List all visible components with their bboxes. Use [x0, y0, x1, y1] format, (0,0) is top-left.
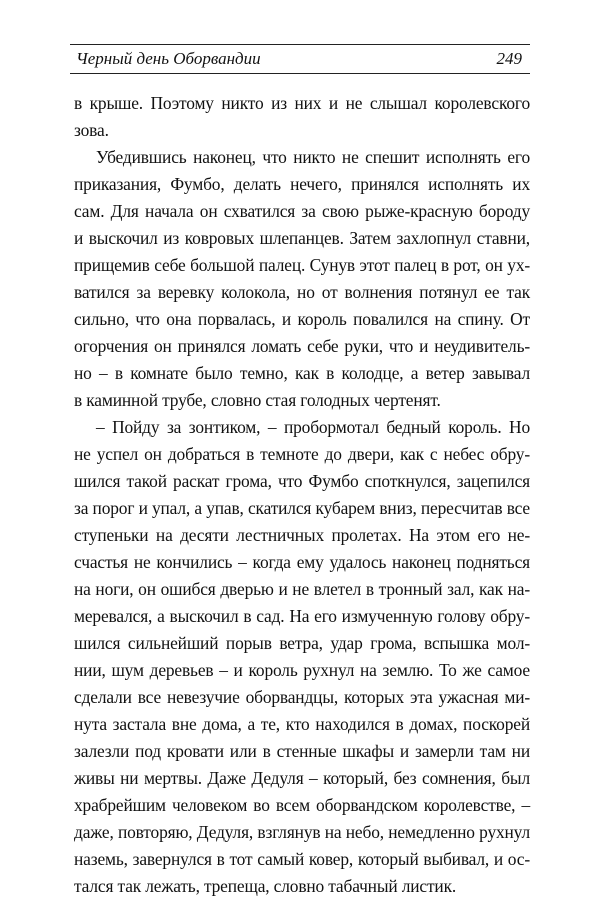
body-text	[74, 90, 530, 900]
text-line: ступеньки на десяти лестничных пролетах. На этом его не-	[74, 525, 530, 545]
text-line: в крыше. Поэтому никто из них и не слышал королевского	[74, 93, 530, 113]
text-line: сильно, что она порвалась, и король повалился на спину. От	[74, 309, 530, 329]
text-line: шился сильнейший порыв ветра, удар грома, вспышка мол-	[74, 633, 530, 653]
text-line: приказания, Фумбо, делать нечего, принялся исполнять их	[74, 174, 530, 194]
text-line: огорчения он принялся ломать себе руки, что и неудивитель-	[74, 336, 530, 356]
text-line: ватился за веревку колокола, но от волнения потянул ее так	[74, 282, 530, 302]
text-line: нута застала вне дома, а те, кто находился в домах, поскорей	[74, 714, 530, 734]
text-line: прищемив себе большой палец. Сунув этот палец в рот, он ух-	[74, 255, 530, 275]
chapter-title: Черный день Оборвандии	[76, 49, 261, 68]
text-line: шился такой раскат грома, что Фумбо споткнулся, зацепился	[74, 471, 530, 491]
text-line: но – в комнате было темно, как в колодце, а ветер завывал	[74, 363, 530, 383]
text-line: и выскочил из ковровых шлепанцев. Затем захлопнул ставни,	[74, 228, 530, 248]
text-line: за порог и упал, а упав, скатился кубарем вниз, пересчитав все	[74, 498, 530, 518]
text-line: в каминной трубе, словно стая голодных чертенят.	[74, 390, 441, 410]
text-line: тался так лежать, трепеща, словно табачный листик.	[74, 876, 457, 896]
text-line: зова.	[74, 120, 109, 140]
text-line: сам. Для начала он схватился за свою рыже-красную бороду	[74, 201, 530, 221]
text-line: наземь, завернулся в тот самый ковер, который выбивал, и ос-	[74, 849, 530, 869]
text-line: не успел он добраться в темноте до двери, как с небес обру-	[74, 444, 530, 464]
text-line: счастья не кончились – когда ему удалось наконец подняться	[74, 552, 530, 572]
text-line: сделали все невезучие оборвандцы, которых эта ужасная ми-	[74, 687, 530, 707]
text-line: залезли под кровати или в стенные шкафы и замерли там ни	[74, 741, 530, 761]
text-line: нии, шум деревьев – и король рухнул на землю. То же самое	[74, 660, 530, 680]
text-line: даже, повторяю, Дедуля, взглянув на небо, немедленно рухнул	[74, 822, 530, 842]
text-line: на ноги, он ошибся дверью и не влетел в тронный зал, как на-	[74, 579, 530, 599]
text-line: Убедившись наконец, что никто не спешит исполнять его	[96, 147, 530, 167]
text-line: живы ни мертвы. Даже Дедуля – который, без сомнения, был	[74, 768, 530, 788]
running-header	[70, 44, 530, 74]
text-line: – Пойду за зонтиком, – пробормотал бедный король. Но	[96, 417, 530, 437]
page-number: 249	[496, 49, 522, 68]
text-line: храбрейшим человеком во всем оборвандском королевстве, –	[74, 795, 530, 815]
text-line: меревался, а выскочил в сад. На его измученную голову обру-	[74, 606, 530, 626]
